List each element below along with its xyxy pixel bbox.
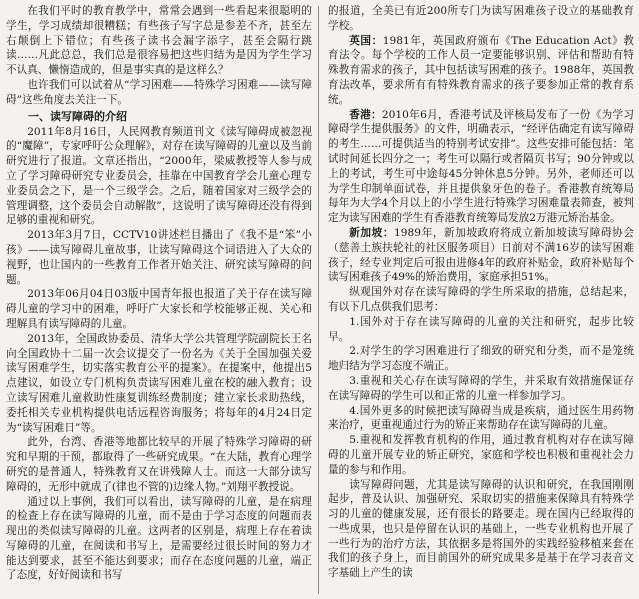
column-divider [318,6,319,594]
summary-paragraph: 纵观国外对存在读写障碍的学生所采取的措施，总结起来，有以下几点供我们思考： [328,286,634,313]
hk-text: 2010年6月，香港考试及评核局发布了一份《为学习障碍学生提供服务》的文件，明确表示，“经评估确定有读写障碍的考生……可提供适当的特别考试安排”。这些安排可能包括：笔试时间延长四分之一；考生可以隔行或者隔页书写；90分钟或以上的考试，考生可中途每45分钟休息5分钟。另外，老师还可以为学生印制单面试卷，并且提供象牙色的卷子。香港教育统筹局每年为大学4个月以上的小学生进行特殊学习困难量表筛查，被判定为读写困难的学生有香港教育统筹局发放2万港元矫治基金。 [328,108,634,225]
list-item: 4.国外更多的时候把读写障碍当成是疾病，通过医生用药物来治疗，更重视通过行为的矫正来帮助存在读写障碍的儿童。 [328,404,634,432]
list-item: 5.重视和发挥教育机构的作用，通过教育机构对存在读写障碍的儿童开展专业的矫正研究，家庭和学校也积极和重视社会力量的参与和作用。 [328,434,634,476]
sg-text: 1989年，新加坡政府将成立新加坡读写障碍协会（慈善土族扶轮社的社区服务项目）日前对不满16岁的读写困难孩子，经专业判定后可报由进修4年的政府补贴金，政府补贴每个读写困难孩子49%的矫治费用，家庭承担51%。 [328,226,634,284]
list-item: 2.对学生的学习困难进行了细致的研究和分类，而不是笼统地归结为学习态度不端正。 [328,345,634,373]
perspective-paragraph: 也许我们可以试着从“学习困难——特殊学习困难——读写障碍”这些角度去关注一下。 [6,78,312,106]
list-item: 1.国外对于存在读写障碍的儿童的关注和研究，起步比较早。 [328,315,634,343]
proposal-paragraph: 2013年，全国政协委员、清华大学公共管理学院副院长王名向全国政协十二届一次会议提交了一份名为《关于全国加强关爱读写困难学生，切实落实教育公平的提案》。在提案中，他提出5点建议，如设立专门机构负责读写困难儿童在校的融入教育；设立读写困难儿童救助性康复训练经费制度；建立家长求助热线，委托相关专业机构提供电话远程咨询服务；将每年的4月24日定为“读写困难日”等。 [6,332,312,434]
uk-label: 英国： [349,34,383,47]
us-paragraph: 的报道，全美已有近200所专门为读写困难孩子设立的基础教育学校。 [328,5,634,32]
section-heading: 一、读写障碍的介绍 [28,109,127,123]
left-column [6,4,312,596]
domestic-paragraph: 读写障碍问题，尤其是读写障碍的认识和研究，在我国刚刚起步，普及认识、加强研究、采取切实的措施来保障具有特殊学习的儿童的健康发展，还有很长的路要走。现在国内已经取得的一些成果，也只是停留在认识的基础上，一些专业机构也开展了一些行为的治疗方法，其依据多是将国外的实践经验移植来套在我们的孩子身上，而目前国外的研究成果多是基于在学习表音文字基础上产生的读 [328,478,634,580]
right-column [328,4,634,596]
hk-label: 香港： [349,108,382,121]
youth-daily-paragraph: 2013年06月04日03版中国青年报也报道了关于存在读写障碍儿童的学习中的困难，呼吁广大家长和学校能够正视、关心和理解具有读写障碍的儿童。 [6,288,312,330]
cctv-paragraph: 2013年3月7日，CCTV10讲述栏目播出了《我不是“笨”小孩》——读写障碍儿童故事，让读写障碍这个词语进入了大众的视野，也让国内的一些教育工作者开始关注、研究读写障碍的问题。 [6,229,312,286]
people-daily-paragraph: 2011年8月16日，人民网教育频道刊文《读写障碍成被忽视的“魔障”，专家呼吁公众理解》，对存在读写障碍的儿童以及当前研究进行了报道。文章还指出，“2000年，梁威教授等人参与成立了学习障碍研究专业委员会，挂靠在中国教育学会儿童心理专业委员会之下，是一个三级学会。之后，随着国家对三级学会的管理调整，这个委员会自动解散”，这说明了读写障碍还没有得到足够的重视和研究。 [6,125,312,227]
conclusion-paragraph: 通过以上事例，我们可以看出，读写障碍的儿童，是在病理的检查上存在读写障碍的儿童，而不是由于学习态度的问题而表现出的类似读写障碍的儿童。这两者的区别是，病理上存在着读写障碍的儿童，在阅读和书写上，是需要经过很长时间的努力才能达到要求，甚至不能达到要求；而存在态度问题的儿童，端正了态度，好好阅读和书写 [6,495,312,582]
list-item: 3.重视和关心存在读写障碍的学生，并采取有效措施保证存在读写障碍的学生可以和正常的儿童一样参加学习。 [328,374,634,402]
sg-label: 新加坡： [349,226,395,239]
hk-paragraph [328,108,634,226]
uk-paragraph [328,34,634,108]
taiwan-hongkong-paragraph: 此外，台湾、香港等地都比较早的开展了特殊学习障碍的研究和早期的干预，都取得了一些研究成果。“在大陆，教育心理学研究的是普通人，特殊教育又在讲残障人士。而这一大部分读写障碍的，无形中就成了(律也不管的)边缘人物。”刘翔平教授说。 [6,436,312,493]
intro-paragraph: 在我们平时的教育教学中，常常会遇到一些看起来很聪明的学生，学习成绩却很糟糕；有些孩子写字总是参差不齐，甚至左右颠倒上下错位；有些孩子读书会漏字添字，甚至会隔行跳读……凡此总总，我们总是很容易把这些归结为是因为学生学习不认真、懒惰造成的，但是事实真的是这样么？ [6,5,312,77]
sg-paragraph [328,226,634,285]
uk-text: 1981年，英国政府颁布《The Education Act》教育法令。每个学校的工作人员一定要能够识别、评估和帮助有特殊教育需求的孩子，其中包括读写困难的孩子。1988年，英国教育法改革，要求所有有特殊教育需求的孩子要参加正常的教育系统。 [328,34,634,106]
